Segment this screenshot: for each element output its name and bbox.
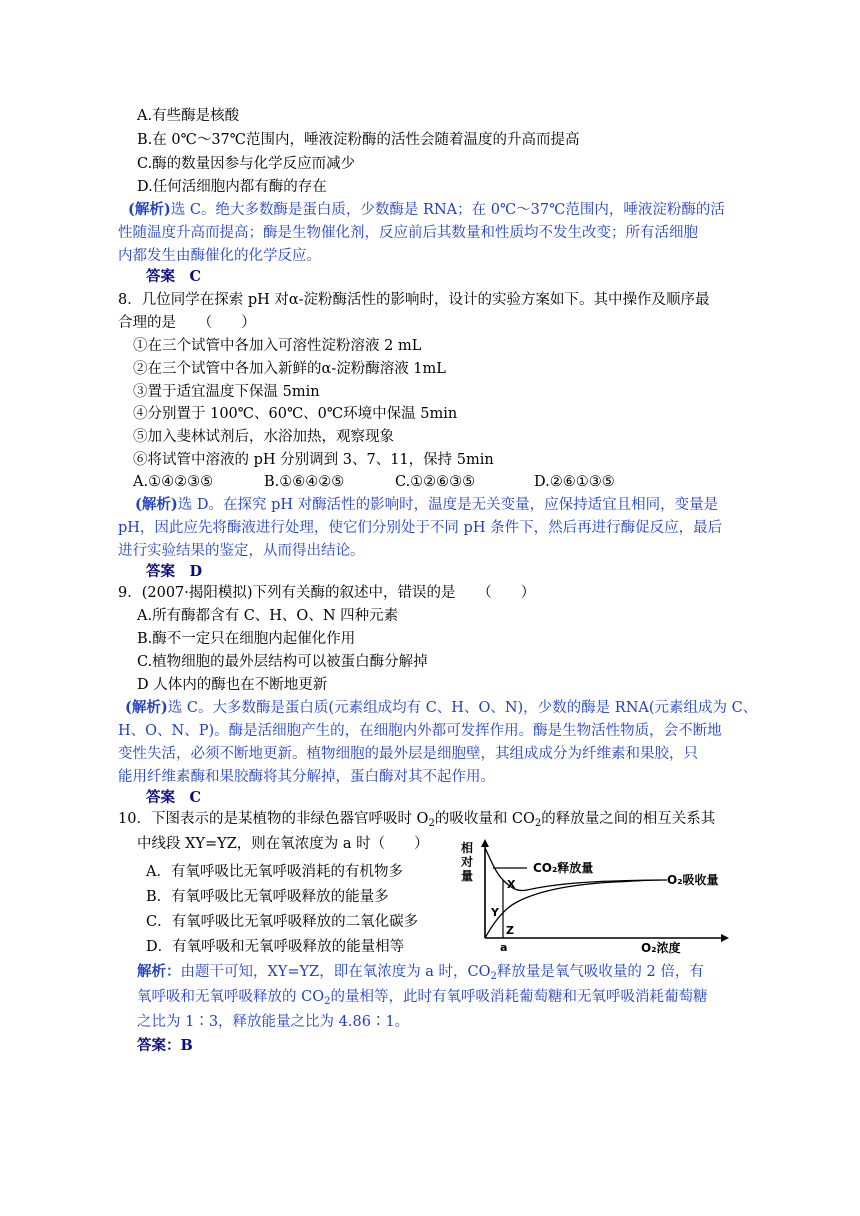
q8-analysis-line-3: 进行实验结果的鉴定，从而得出结论。 [118, 543, 365, 559]
analysis-text: 的量相等，此时有氧呼吸消耗葡萄糖和无氧呼吸消耗葡萄糖 [330, 989, 708, 1005]
subscript: 2 [428, 818, 435, 829]
q8-choice-d: D.②⑥①③⑤ [534, 474, 615, 490]
q7-option-d: D.任何活细胞内都有酶的存在 [137, 179, 327, 195]
q10-option-a: A．有氧呼吸比无氧呼吸消耗的有机物多 [146, 864, 403, 880]
q9-stem: 9．(2007·揭阳模拟)下列有关酶的叙述中，错误的是 （ ） [118, 585, 536, 601]
q10-stem-part: 10．下图表示的是某植物的非绿色器官呼吸时 O [118, 811, 429, 827]
q10-answer: 答案：B [137, 1037, 193, 1054]
q10-option-c: C．有氧呼吸比无氧呼吸释放的二氧化碳多 [146, 914, 419, 930]
analysis-text: 选 C。绝大多数酶是蛋白质，少数酶是 RNA；在 0℃～37℃范围内，唾液淀粉酶的活 [170, 202, 725, 218]
q8-choice-c: C.①②⑥③⑤ [395, 474, 476, 490]
q7-analysis-line-1 [128, 199, 725, 221]
q9-option-a: A.所有酶都含有 C、H、O、N 四种元素 [137, 608, 399, 624]
subscript: 2 [534, 818, 542, 829]
analysis-label: (解析) [135, 496, 178, 513]
q9-analysis-line-1 [125, 697, 757, 719]
q10-option-d: D．有氧呼吸和无氧呼吸释放的能量相等 [146, 939, 405, 955]
y-axis-label-1: 相 [461, 841, 474, 855]
q8-step-4: ④分别置于 100℃、60℃、0℃环境中保温 5min [133, 406, 458, 422]
analysis-label: 解析： [137, 963, 181, 980]
q8-choice-b: B.①⑥④②⑤ [264, 474, 345, 490]
q8-step-2: ②在三个试管中各加入新鲜的α-淀粉酶溶液 1mL [133, 361, 446, 377]
x-axis-label: O₂浓度 [641, 941, 681, 955]
point-z-label: Z [506, 924, 514, 937]
analysis-label: (解析) [128, 201, 171, 218]
point-y-label: Y [491, 906, 499, 919]
q9-analysis-line-3: 变性失活，必须不断地更新。植物细胞的最外层是细胞壁，其组成成分为纤维素和果胶，只 [118, 746, 698, 762]
q8-stem-line-2: 合理的是 （ ） [118, 315, 256, 331]
subscript: 2 [324, 996, 331, 1007]
q7-option-c: C.酶的数量因参与化学反应而减少 [137, 156, 356, 172]
point-x-label: X [507, 878, 516, 891]
respiration-diagram [455, 838, 740, 956]
q8-choice-a: A.①④②③⑤ [133, 474, 214, 490]
analysis-label: (解析) [125, 699, 168, 716]
q8-step-6: ⑥将试管中溶液的 pH 分别调到 3、7、11，保持 5min [133, 452, 494, 468]
q7-option-a: A.有些酶是核酸 [137, 108, 240, 124]
q10-analysis-line-1 [137, 961, 704, 985]
analysis-text: 氧呼吸和无氧呼吸释放的 CO [137, 989, 325, 1005]
co2-release-label: CO₂释放量 [533, 861, 594, 875]
y-axis-label-2: 对 [461, 855, 474, 869]
q10-stem-line-2: 中线段 XY=YZ，则在氧浓度为 a 时（ ） [137, 836, 429, 852]
analysis-text: 选 D。在探究 pH 对酶活性的影响时，温度是无关变量，应保持适宜且相同，变量是 [177, 497, 719, 513]
analysis-text: 释放量是氧气吸收量的 2 倍，有 [496, 964, 704, 980]
q10-stem-part: 的吸收量和 CO [434, 811, 535, 827]
q7-option-b: B.在 0℃～37℃范围内，唾液淀粉酶的活性会随着温度的升高而提高 [137, 132, 580, 148]
q8-stem-line-1: 8．几位同学在探索 pH 对α-淀粉酶活性的影响时，设计的实验方案如下。其中操作及顺序最 [118, 292, 710, 308]
analysis-text: 选 C。大多数酶是蛋白质(元素组成均有 C、H、O、N)，少数的酶是 RNA(元素组成为 C、 [167, 700, 758, 716]
tick-a-label: a [500, 941, 508, 954]
q10-option-b: B．有氧呼吸比无氧呼吸释放的能量多 [146, 889, 389, 905]
q10-stem-part: 的释放量之间的相互关系其 [541, 811, 716, 827]
q8-answer: 答案 D [146, 563, 203, 580]
analysis-text: 由题干可知，XY=YZ，即在氧浓度为 a 时，CO [180, 964, 491, 980]
q7-analysis-line-3: 内都发生由酶催化的化学反应。 [118, 248, 321, 264]
subscript: 2 [490, 971, 497, 982]
q10-analysis-line-3: 之比为 1∶3，释放能量之比为 4.86∶1。 [137, 1014, 410, 1030]
q9-analysis-line-4: 能用纤维素酶和果胶酶将其分解掉，蛋白酶对其不起作用。 [118, 769, 495, 785]
q9-analysis-line-2: H、O、N、P)。酶是活细胞产生的，在细胞内外都可发挥作用。酶是生物活性物质，会不断地 [118, 723, 722, 739]
q9-option-d: D 人体内的酶也在不断地更新 [137, 677, 328, 693]
y-axis-arrow-icon [481, 839, 489, 847]
q9-option-b: B.酶不一定只在细胞内起催化作用 [137, 631, 356, 647]
q10-analysis-line-2 [137, 986, 707, 1010]
q8-step-1: ①在三个试管中各加入可溶性淀粉溶液 2 mL [133, 338, 422, 354]
q8-analysis-line-2: pH，因此应先将酶液进行处理，使它们分别处于不同 pH 条件下，然后再进行酶促反应，最后 [118, 520, 723, 536]
q9-answer: 答案 C [146, 789, 202, 806]
q9-option-c: C.植物细胞的最外层结构可以被蛋白酶分解掉 [137, 654, 428, 670]
x-axis-arrow-icon [721, 934, 729, 942]
q10-stem-line-1 [118, 808, 715, 832]
o2-uptake-label: O₂吸收量 [667, 873, 719, 887]
q7-analysis-line-2: 性随温度升高而提高；酶是生物催化剂，反应前后其数量和性质均不发生改变；所有活细胞 [118, 225, 698, 241]
q7-answer: 答案 C [146, 268, 202, 285]
y-axis-label-3: 量 [461, 869, 474, 883]
q8-step-3: ③置于适宜温度下保温 5min [133, 384, 320, 400]
q8-analysis-line-1 [135, 494, 718, 516]
q8-step-5: ⑤加入斐林试剂后，水浴加热，观察现象 [133, 429, 394, 445]
